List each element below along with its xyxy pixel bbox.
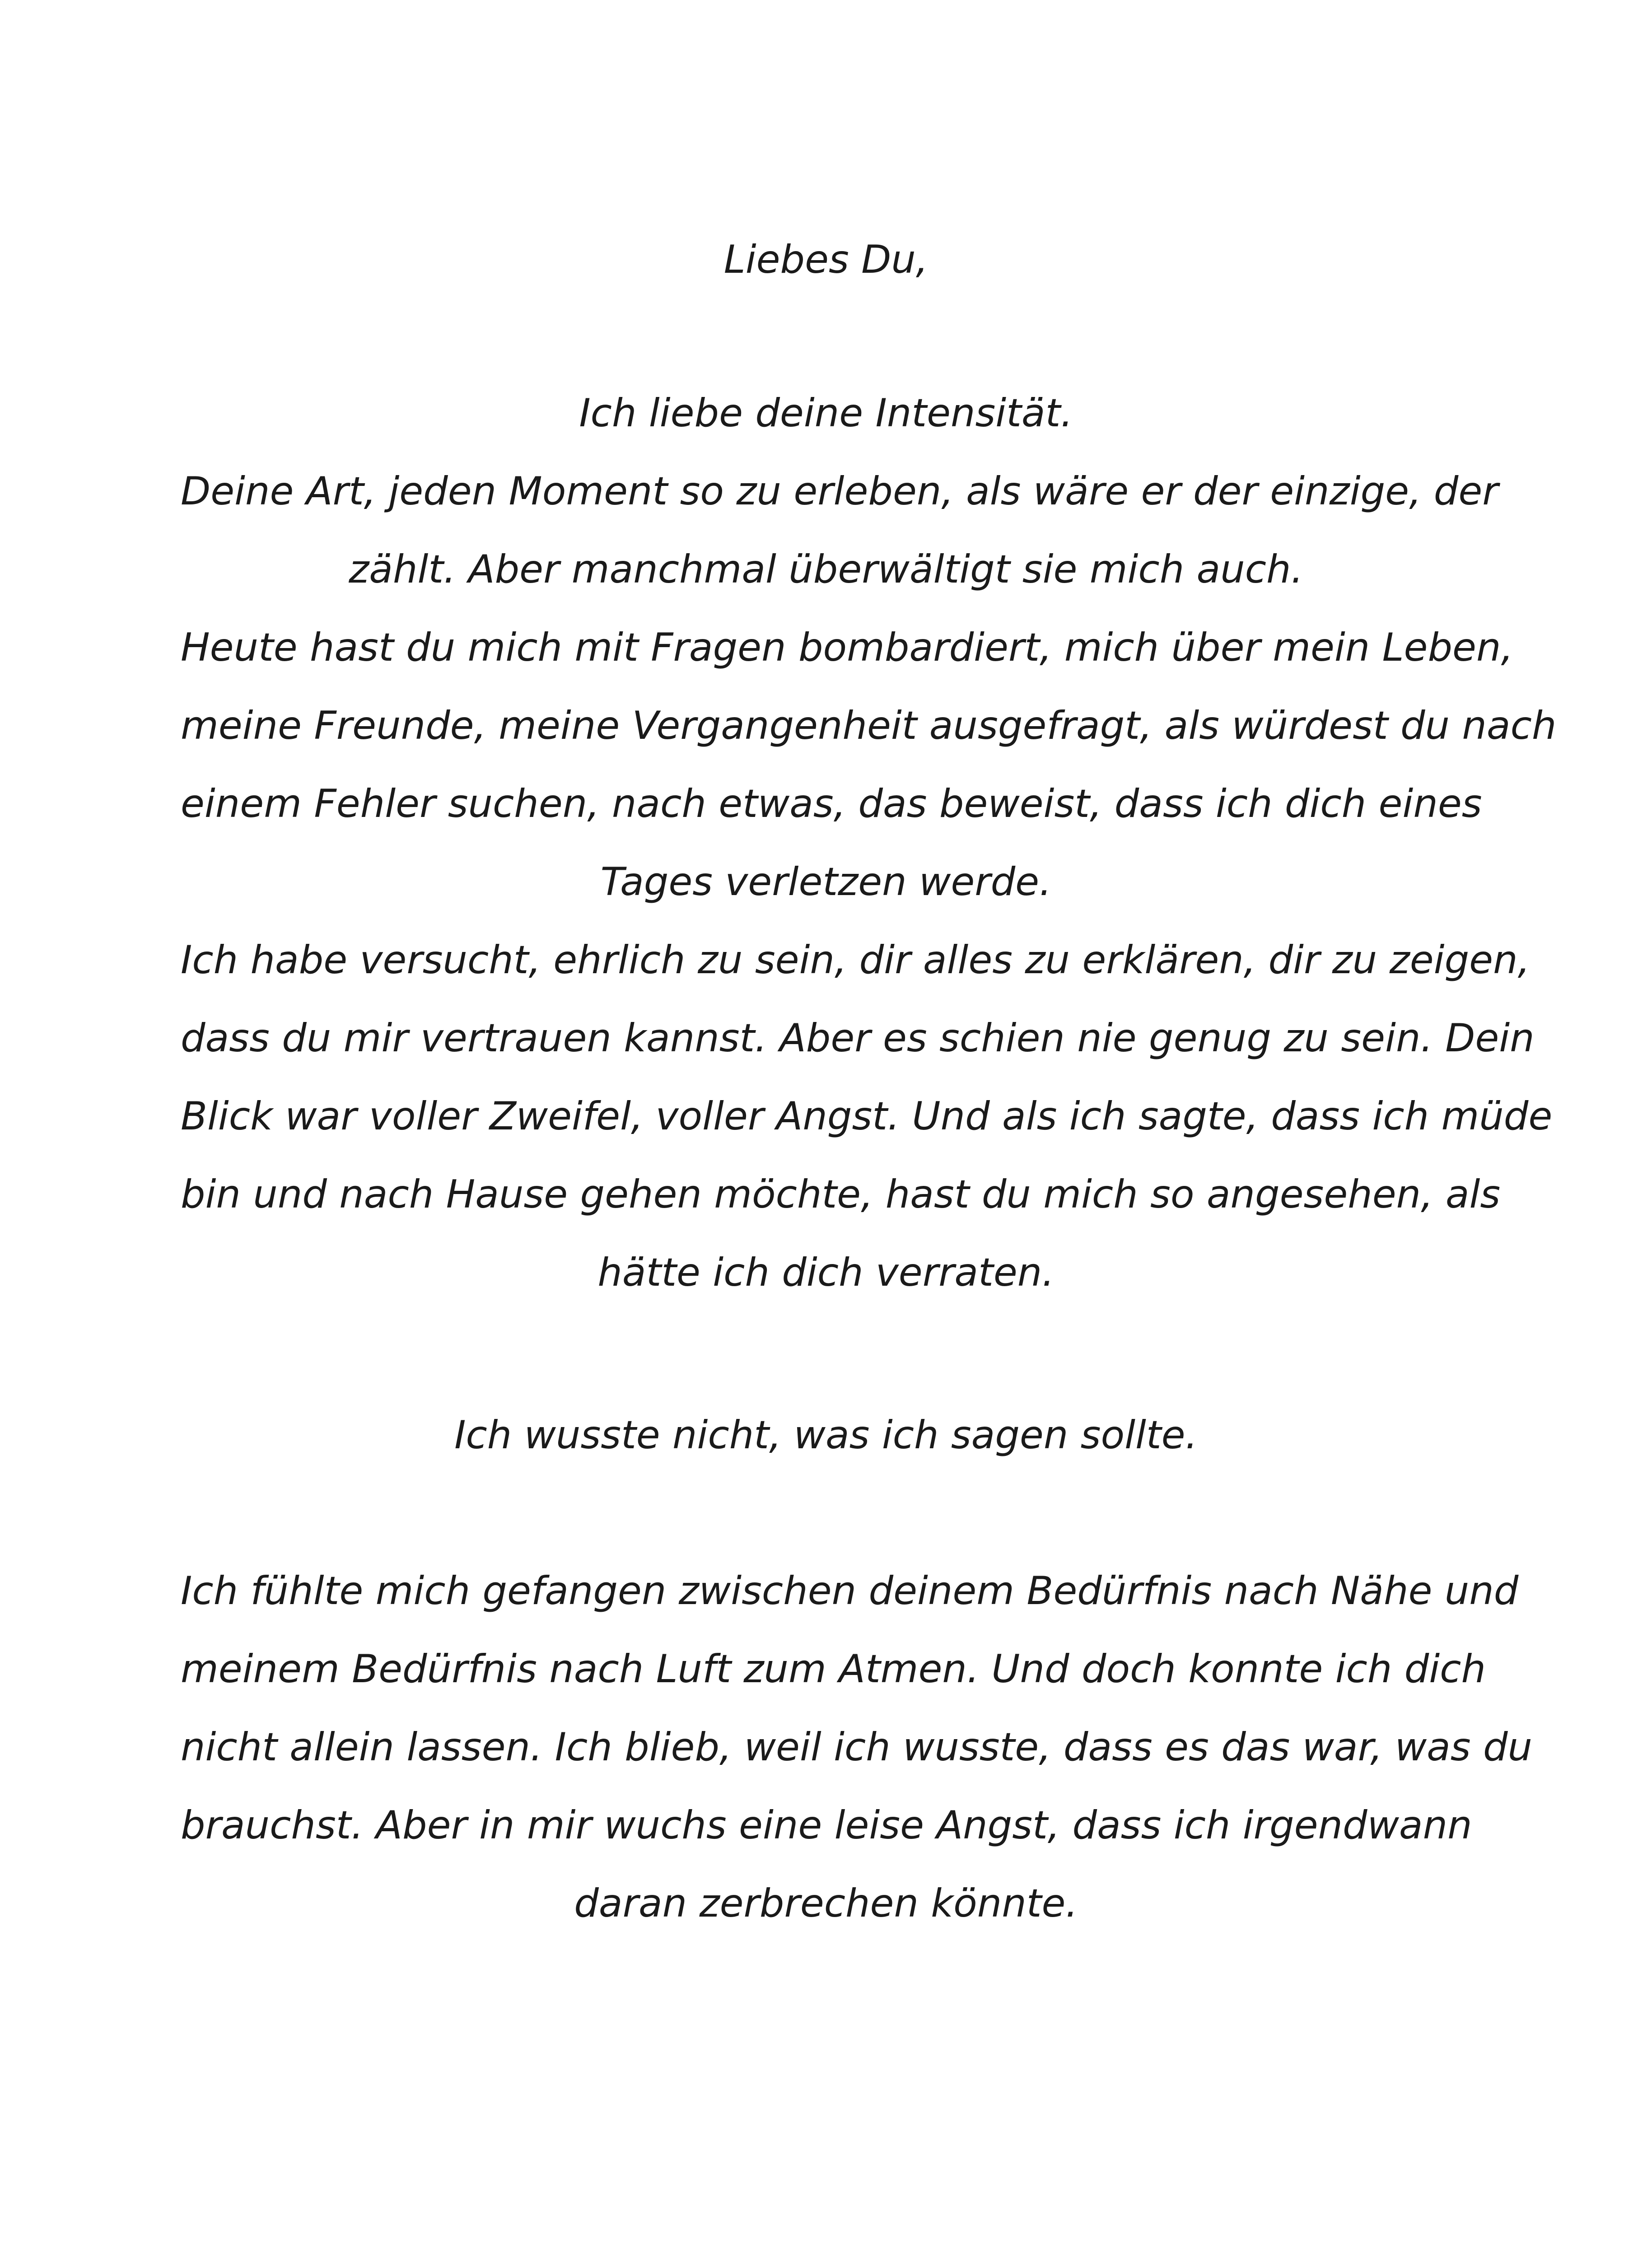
paragraph-1-line: hätte ich dich verraten. xyxy=(597,1250,1055,1295)
paragraph-1-line: meine Freunde, meine Vergangenheit ausgefragt, als würdest du nach xyxy=(181,703,1557,748)
paragraph-1-line: Ich liebe deine Intensität. xyxy=(579,391,1073,436)
salutation: Liebes Du, xyxy=(723,237,929,282)
paragraph-2: Ich wusste nicht, was ich sagen sollte. xyxy=(454,1413,1198,1458)
paragraph-1-line: Tages verletzen werde. xyxy=(600,859,1052,905)
paragraph-3-line: Ich fühlte mich gefangen zwischen deinem Bedürfnis nach Nähe und xyxy=(181,1568,1519,1614)
paragraph-1-line: einem Fehler suchen, nach etwas, das beweist, dass ich dich eines xyxy=(181,781,1482,826)
paragraph-1-line: Heute hast du mich mit Fragen bombardiert, mich über mein Leben, xyxy=(181,625,1513,670)
paragraph-1-line: zählt. Aber manchmal überwältigt sie mich auch. xyxy=(349,547,1303,592)
paragraph-3-line: daran zerbrechen könnte. xyxy=(574,1881,1078,1926)
paragraph-3-line: brauchst. Aber in mir wuchs eine leise Angst, dass ich irgendwann xyxy=(181,1803,1472,1848)
paragraph-3-line: meinem Bedürfnis nach Luft zum Atmen. Und doch konnte ich dich xyxy=(181,1647,1486,1692)
paragraph-3-line: nicht allein lassen. Ich blieb, weil ich wusste, dass es das war, was du xyxy=(181,1725,1533,1770)
paragraph-1-line: dass du mir vertrauen kannst. Aber es schien nie genug zu sein. Dein xyxy=(181,1016,1535,1061)
paragraph-1-line: Deine Art, jeden Moment so zu erleben, als wäre er der einzige, der xyxy=(181,469,1498,514)
paragraph-1-line: bin und nach Hause gehen möchte, hast du mich so angesehen, als xyxy=(181,1172,1501,1217)
paragraph-1-line: Ich habe versucht, ehrlich zu sein, dir alles zu erklären, dir zu zeigen, xyxy=(181,938,1530,983)
paragraph-1-line: Blick war voller Zweifel, voller Angst. Und als ich sagte, dass ich müde xyxy=(181,1094,1553,1139)
